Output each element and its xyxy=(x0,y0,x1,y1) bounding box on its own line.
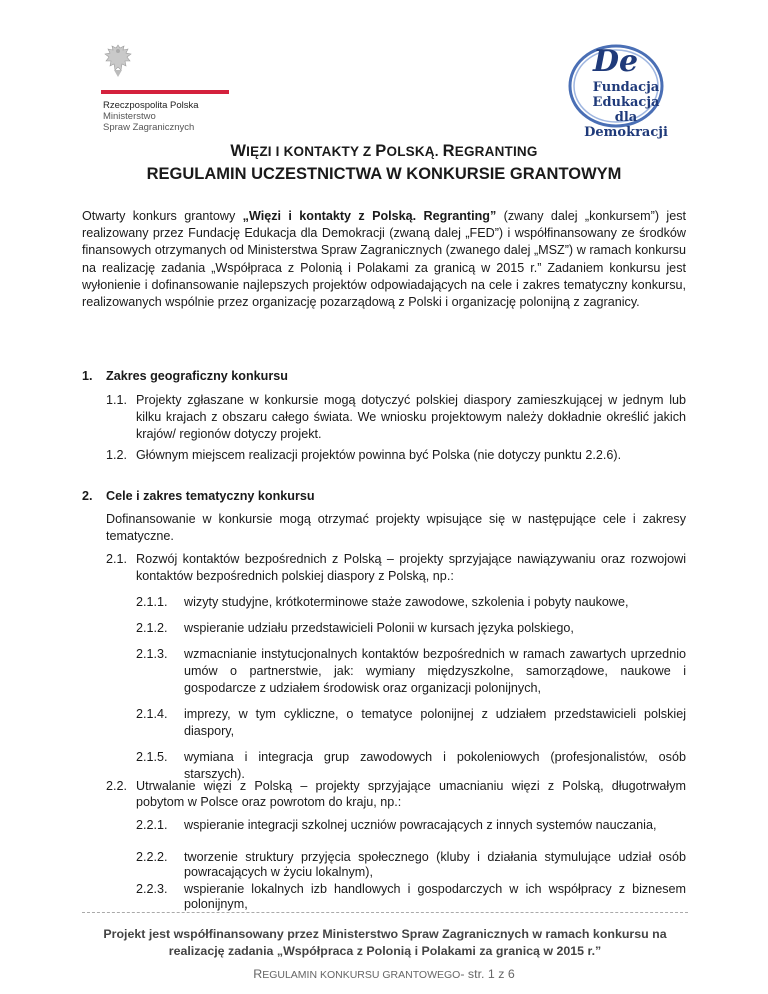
item-number: 2.2.3. xyxy=(136,882,168,896)
section-2-title: Cele i zakres tematyczny konkursu xyxy=(106,489,315,503)
polish-eagle-emblem-icon xyxy=(103,42,133,80)
intro-text: Otwarty konkurs grantowy xyxy=(82,209,243,223)
title-part: P xyxy=(375,142,387,160)
page-number xyxy=(0,967,768,981)
item-number: 2.2.1. xyxy=(136,818,168,832)
document-title xyxy=(0,142,768,161)
intro-paragraph xyxy=(82,208,686,311)
list-item: wspieranie lokalnych izb handlowych i gospodarczych w ich współpracy z biznesem polonijnym, xyxy=(184,882,686,911)
section-2-intro: Dofinansowanie w konkursie mogą otrzymać projekty wpisujące się w następujące cele i zakresy tematyczne. xyxy=(106,512,686,543)
list-item: imprezy, w tym cykliczne, o tematyce polonijnej z udziałem przedstawicieli polskiej diaspory, xyxy=(184,707,686,738)
item-number: 2.1.5. xyxy=(136,750,168,764)
item-number: 2.1. xyxy=(106,552,128,566)
ministry-line-2: Ministerstwo xyxy=(103,111,156,122)
fed-logo-initials: De xyxy=(593,44,639,79)
title-part: EGRANTING xyxy=(454,144,538,159)
footer-line-1: Projekt jest współfinansowany przez Ministerstwo Spraw Zagranicznych w ramach konkursu na xyxy=(103,927,667,941)
list-item: tworzenie struktury przyjęcia społecznego (kluby i działania stymulujące udział osób powracających w życiu lokalnym), xyxy=(184,850,686,879)
contest-name: „Więzi i kontakty z Polską. Regranting” xyxy=(242,209,497,223)
list-item: wizyty studyjne, krótkoterminowe staże zawodowe, szkolenia i pobyty naukowe, xyxy=(184,595,629,609)
section-2-number: 2. xyxy=(82,489,93,503)
list-item: wymiana i integracja grup zawodowych i pokoleniowych (profesjonalistów, osób starszych). xyxy=(184,750,686,781)
list-item: wzmacnianie instytucjonalnych kontaktów bezpośrednich w ramach zawartych uprzednio umów o partnerstwie, jak: wymiany międzyszkolne, samorządowe, naukowe i gospodarcze z udziałem środowisk oraz organizacji polonijnych, xyxy=(184,647,686,695)
item-number: 2.2. xyxy=(106,779,128,793)
list-item: Rozwój kontaktów bezpośrednich z Polską – projekty sprzyjające nawiązywaniu oraz rozwojowi kontaktów bezpośrednich polskiej diaspory z Polską, np.: xyxy=(136,552,686,583)
document-subtitle: REGULAMIN UCZESTNICTWA W KONKURSIE GRANTOWYM xyxy=(146,165,622,183)
item-number: 1.1. xyxy=(106,393,128,407)
list-item: Projekty zgłaszane w konkursie mogą dotyczyć polskiej diaspory zamieszkującej w jednym lub kilku krajach z obszaru całego świata. We wniosku projektowym należy dokładnie określić jakich krajów/ regionów dotyczy projekt. xyxy=(136,393,686,441)
item-number: 2.1.3. xyxy=(136,647,168,661)
item-number: 2.2.2. xyxy=(136,850,168,864)
item-number: 2.1.2. xyxy=(136,621,168,635)
item-number: 2.1.1. xyxy=(136,595,168,609)
page-label-part: - str. 1 z 6 xyxy=(460,967,515,981)
item-number: 1.2. xyxy=(106,448,128,462)
list-item: wspieranie integracji szkolnej uczniów powracających z innych systemów nauczania, xyxy=(184,818,657,832)
ministry-line-1: Rzeczpospolita Polska xyxy=(103,100,199,111)
item-number: 2.1.4. xyxy=(136,707,168,721)
section-1-title: Zakres geograficzny konkursu xyxy=(106,369,288,383)
fed-logo-line-2: dla Demokracji xyxy=(584,110,668,140)
list-item: Głównym miejscem realizacji projektów powinna być Polska (nie dotyczy punktu 2.2.6). xyxy=(136,448,622,462)
flag-red-line xyxy=(101,90,229,94)
footer-line-2: realizację zadania „Współpraca z Polonią i Polakami za granicą w 2015 r.” xyxy=(168,944,602,958)
footer-separator xyxy=(82,912,688,913)
title-part: IĘZI I KONTAKTY Z xyxy=(246,144,376,159)
ministry-line-3: Spraw Zagranicznych xyxy=(103,122,195,133)
intro-text: (zwany dalej „konkursem”) jest realizowany przez Fundację Edukacja dla Demokracji (zwaną dalej „FED”) i współfinansowany ze środków finansowych otrzymanych od Ministerstwa Spraw Zagranicznych (zwanego dalej „MSZ”) w ramach konkursu na realizację zadania „Współpraca z Polonią i Polakami za granicą w 2015 r.” Zadaniem konkursu jest wyłonienie i dofinansowanie najlepszych projektów odpowiadających na cele i zakres tematyczny konkursu, realizowanych wspólnie przez organizację pozarządową z Polski i organizację polonijną z zagranicy. xyxy=(82,209,687,310)
title-part: OLSKĄ. xyxy=(386,144,443,159)
page-label-part: R xyxy=(253,967,263,981)
fed-logo-text xyxy=(578,80,674,140)
footer-note xyxy=(82,926,688,960)
fed-logo-line-1: Fundacja Edukacja xyxy=(592,80,660,110)
title-part: W xyxy=(230,142,247,160)
list-item: wspieranie udziału przedstawicieli Polonii w kursach języka polskiego, xyxy=(184,621,574,635)
list-item: Utrwalanie więzi z Polską – projekty sprzyjające umacnianiu więzi z Polską, długotrwałym pobytom w Polsce oraz powrotom do kraju, np.: xyxy=(136,779,686,809)
section-1-number: 1. xyxy=(82,369,93,383)
title-part: R xyxy=(442,142,455,160)
page-label-part: EGULAMIN KONKURSU GRANTOWEGO xyxy=(262,969,461,981)
ministry-label xyxy=(103,100,199,133)
